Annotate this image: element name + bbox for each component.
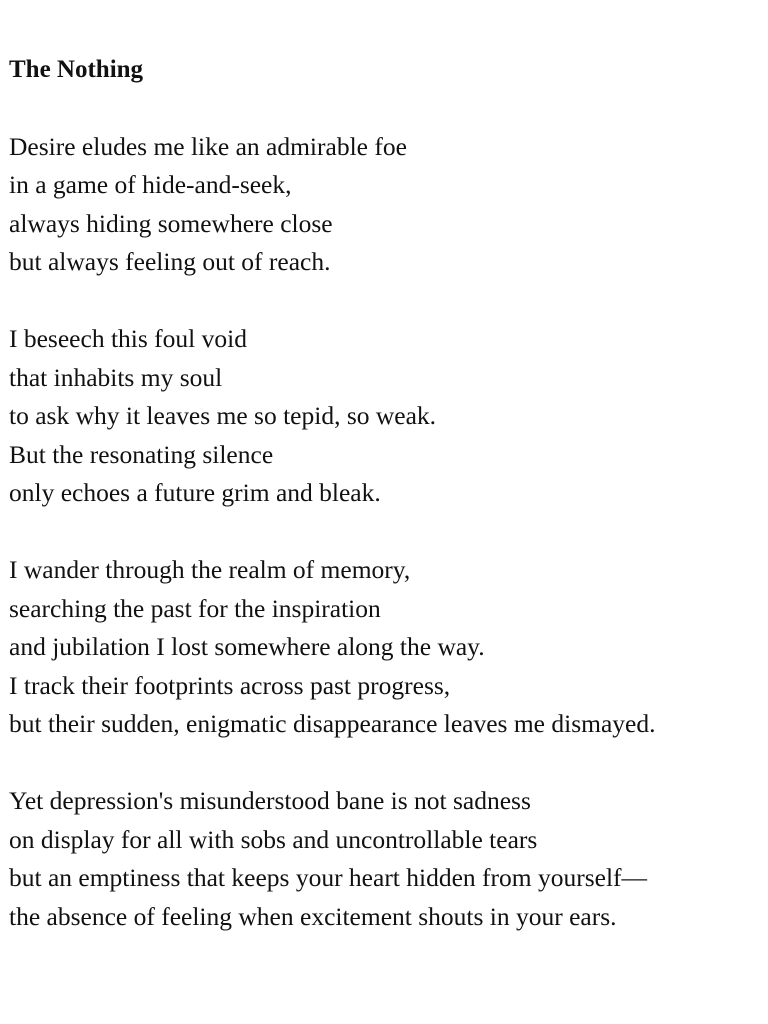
poem-line: but always feeling out of reach. xyxy=(9,247,331,276)
poem-line: to ask why it leaves me so tepid, so weak. xyxy=(9,401,437,430)
poem-line: always hiding somewhere close xyxy=(9,208,333,238)
poem-line: I beseech this foul void xyxy=(9,324,247,353)
poem-line: I wander through the realm of memory, xyxy=(9,555,411,584)
poem-line: But the resonating silence xyxy=(9,439,274,469)
poem-line: that inhabits my soul xyxy=(9,362,223,392)
poem-line: only echoes a future grim and bleak. xyxy=(9,478,381,507)
poem-line: Yet depression's misunderstood bane is not sadness xyxy=(9,786,531,815)
poem-line: and jubilation I lost somewhere along the way. xyxy=(9,632,485,661)
poem-page xyxy=(9,50,760,936)
poem-line: in a game of hide-and-seek, xyxy=(9,170,292,199)
poem-line: Desire eludes me like an admirable foe xyxy=(9,131,407,161)
poem-line: on display for all with sobs and uncontrollable tears xyxy=(9,824,538,854)
poem-line: I track their footprints across past progress, xyxy=(9,670,451,700)
poem-line: searching the past for the inspiration xyxy=(9,593,381,623)
stanza-2 xyxy=(9,320,760,513)
poem-line: but an emptiness that keeps your heart hidden from yourself— xyxy=(9,863,648,892)
poem-line: but their sudden, enigmatic disappearance leaves me dismayed. xyxy=(9,709,656,738)
stanza-4 xyxy=(9,782,760,936)
poem-title: The Nothing xyxy=(9,56,144,83)
stanza-1 xyxy=(9,128,760,282)
stanza-3 xyxy=(9,551,760,744)
poem-line: the absence of feeling when excitement shouts in your ears. xyxy=(9,901,617,931)
